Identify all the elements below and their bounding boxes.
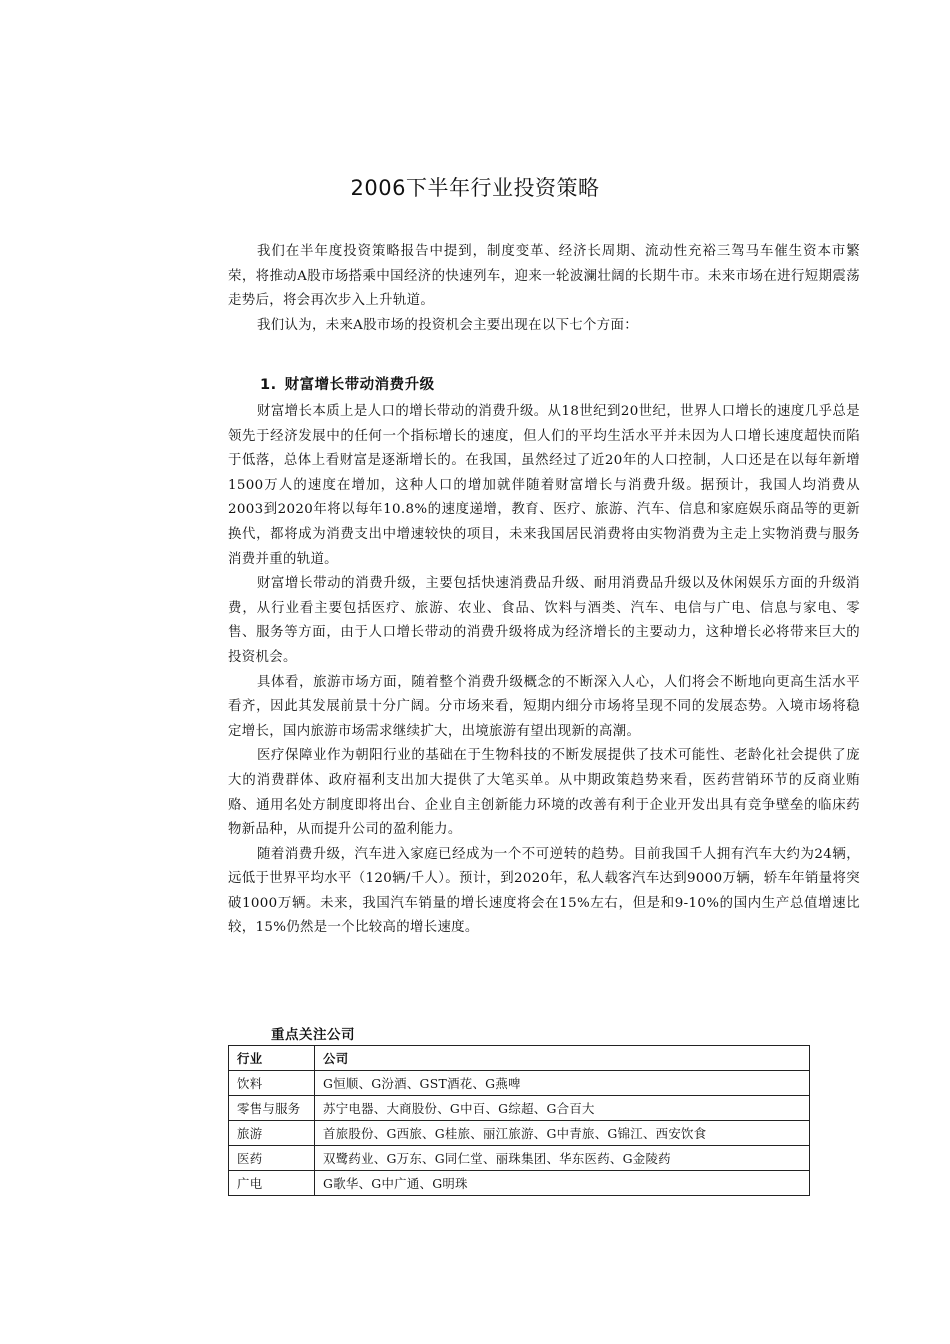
body-paragraph: 具体看，旅游市场方面，随着整个消费升级概念的不断深入人心，人们将会不断地向更高生活水平看齐，因此其发展前景十分广阔。分市场来看，短期内细分市场将呈现不同的发展态势。入境市场将稳定增长，国内旅游市场需求继续扩大，出境旅游有望出现新的高潮。	[228, 674, 860, 739]
industry-cell: 旅游	[229, 1121, 315, 1146]
company-cell: 双鹭药业、G万东、G同仁堂、丽珠集团、华东医药、G金陵药	[315, 1146, 810, 1171]
table-row	[229, 1096, 810, 1121]
key-companies-table	[228, 1045, 810, 1196]
industry-cell: 医药	[229, 1146, 315, 1171]
intro-paragraph: 我们在半年度投资策略报告中提到，制度变革、经济长周期、流动性充裕三驾马车催生资本市繁荣，将推动A股市场搭乘中国经济的快速列车，迎来一轮波澜壮阔的长期牛市。未来市场在进行短期震荡走势后，将会再次步入上升轨道。	[228, 244, 860, 309]
section-number: 1.	[260, 377, 277, 393]
section-heading-text: 财富增长带动消费升级	[284, 377, 435, 393]
intro-paragraph: 我们认为，未来A股市场的投资机会主要出现在以下七个方面：	[257, 317, 639, 333]
page-title: 2006下半年行业投资策略	[350, 176, 600, 200]
company-cell: 首旅股份、G西旅、G桂旅、丽江旅游、G中青旅、G锦江、西安饮食	[315, 1121, 810, 1146]
header-company: 公司	[315, 1046, 810, 1071]
table-row	[229, 1121, 810, 1146]
table-row	[229, 1171, 810, 1196]
section-heading	[260, 374, 435, 396]
section-body	[228, 400, 860, 941]
industry-cell: 广电	[229, 1171, 315, 1196]
table-caption: 重点关注公司	[271, 1027, 355, 1043]
body-paragraph: 财富增长本质上是人口的增长带动的消费升级。从18世纪到20世纪，世界人口增长的速度几乎总是领先于经济发展中的任何一个指标增长的速度，但人们的平均生活水平并未因为人口增长速度超快而陷于低落，总体上看财富是逐渐增长的。在我国，虽然经过了近20年的人口控制，人口还是在以每年新增1500万人的速度在增加，这种人口的增加就伴随着财富增长与消费升级。据预计，我国人均消费从2003到2020年将以每年10.8%的速度递增，教育、医疗、旅游、汽车、信息和家庭娱乐商品等的更新换代，都将成为消费支出中增速较快的项目，未来我国居民消费将由实物消费为主走上实物消费与服务消费并重的轨道。	[228, 404, 860, 567]
intro-section	[228, 240, 860, 338]
company-cell: 苏宁电器、大商股份、G中百、G综超、G合百大	[315, 1096, 810, 1121]
company-cell: G歌华、G中广通、G明珠	[315, 1171, 810, 1196]
body-paragraph: 财富增长带动的消费升级，主要包括快速消费品升级、耐用消费品升级以及休闲娱乐方面的升级消费，从行业看主要包括医疗、旅游、农业、食品、饮料与酒类、汽车、电信与广电、信息与家电、零售、服务等方面，由于人口增长带动的消费升级将成为经济增长的主要动力，这种增长必将带来巨大的投资机会。	[228, 576, 860, 665]
header-industry: 行业	[229, 1046, 315, 1071]
table-row	[229, 1071, 810, 1096]
industry-cell: 饮料	[229, 1071, 315, 1096]
body-paragraph: 医疗保障业作为朝阳行业的基础在于生物科技的不断发展提供了技术可能性、老龄化社会提供了庞大的消费群体、政府福利支出加大提供了大笔买单。从中期政策趋势来看，医药营销环节的反商业贿赂、通用名处方制度即将出台、企业自主创新能力环境的改善有利于企业开发出具有竞争壁垒的临床药物新品种，从而提升公司的盈利能力。	[228, 748, 860, 838]
table-header-row	[229, 1046, 810, 1071]
industry-cell: 零售与服务	[229, 1096, 315, 1121]
body-paragraph: 随着消费升级，汽车进入家庭已经成为一个不可逆转的趋势。目前我国千人拥有汽车大约为24辆，远低于世界平均水平（120辆/千人）。预计，到2020年，私人载客汽车达到9000万辆，轿车年销量将突破1000万辆。未来，我国汽车销量的增长速度将会在15%左右，但是和9-10%的国内生产总值增速比较，15%仍然是一个比较高的增长速度。	[228, 846, 860, 936]
company-cell: G恒顺、G汾酒、GST酒花、G燕啤	[315, 1071, 810, 1096]
table-row	[229, 1146, 810, 1171]
